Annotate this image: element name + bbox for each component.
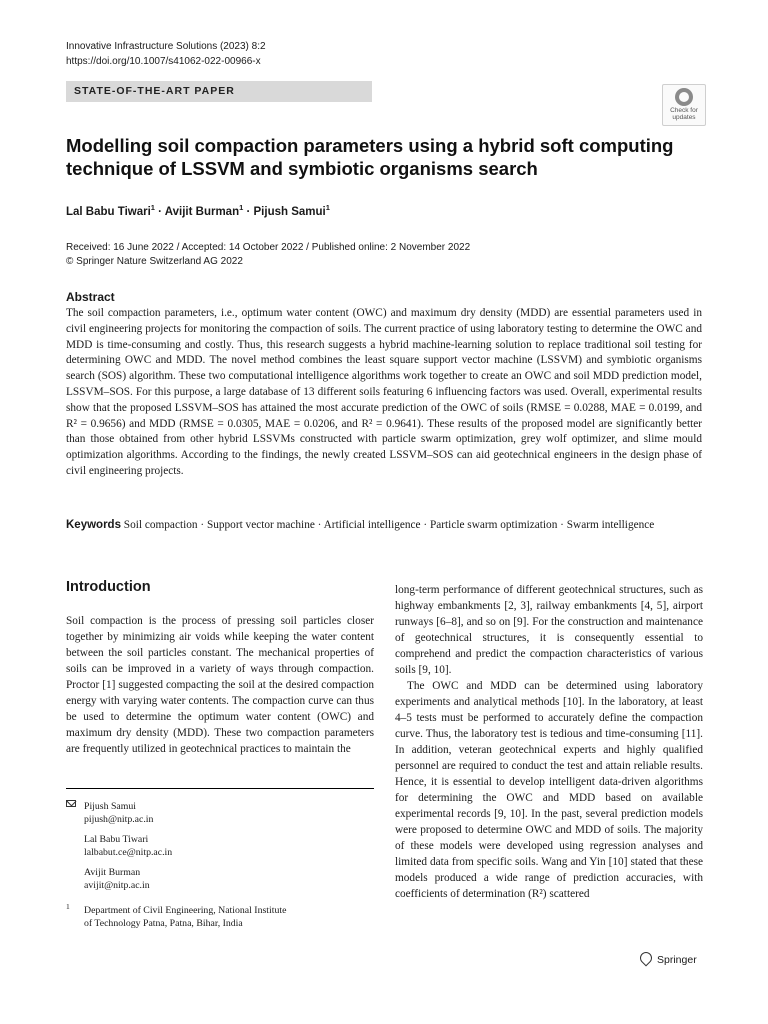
keywords-list: Soil compaction · Support vector machine · Artificial intelligence · Particle swarm optimization · Swarm intelligence: [123, 519, 655, 531]
keywords-block: [66, 517, 702, 533]
author-email[interactable]: avijit@nitp.ac.in: [84, 880, 150, 891]
section-heading-introduction: Introduction: [66, 579, 151, 595]
author-name[interactable]: Avijit Burman: [164, 205, 240, 218]
author-footnote-name: Avijit Burman: [84, 867, 141, 878]
footnote-divider: [66, 788, 374, 789]
envelope-icon: [66, 800, 76, 807]
abstract-text: The soil compaction parameters, i.e., optimum water content (OWC) and maximum dry density (MDD) are essential parameters used in civil engineering projects for monitoring the compaction of soils. The current practice of using laboratory testing to determine the OWC and MDD is time-consuming and costly. Thus, this research suggests a hybrid machine-learning solution to replace traditional soil testing for determining OWC and MDD. The novel method combines the least square support vector machine (LSSVM) and symbiotic organisms search (SOS) algorithm. These two computational intelligence algorithms work together to create an OWC and soil MDD prediction model, LSSVM–SOS. For this purpose, a large database of 13 different soils featuring 6 influencing factors was used. Overall, experimental results show that the proposed LSSVM–SOS has attained the most accurate prediction of the OWC of soils (RMSE = 0.0288, MAE = 0.0199, and R² = 0.9656) and MDD (RMSE = 0.0305, MAE = 0.0206, and R² = 0.9641). These results of the proposed model are significantly better than those obtained from other hybrid LSSVMs constructed with particle swarm optimization, grey wolf optimizer, and slime mould optimization algorithms. According to the findings, the newly created LSSVM–SOS can aid geotechnical engineers in the design phase of civil engineering projects.: [66, 307, 702, 477]
journal-citation: Innovative Infrastructure Solutions (2023) 8:2: [66, 41, 266, 52]
publisher-name: Springer: [657, 954, 697, 966]
paragraph: The OWC and MDD can be determined using laboratory experiments and analytical methods [10]. In the laboratory, at least 4–5 tests must be performed to accurately define the compaction curve. Thus, the laboratory test is tedious and time-consuming [11]. In addition, veteran geotechnical experts and highly qualified personnel are required to conduct the test and attain reliable results. Hence, it is essential to develop intelligent data-driven algorithms for determining the OWC and MDD based on available experimental records [9, 10]. In the past, several prediction models were proposed to determine OWC and MDD of soils. The majority of these models were developed using regression analyses and limited data from specific soils. Wang and Yin [10] stated that these models produced a wide range of prediction accuracies, with coefficients of determination (R²) scattered: [395, 680, 703, 900]
body-column-right: [395, 582, 703, 902]
check-for-updates-badge[interactable]: [662, 84, 706, 126]
publication-dates: Received: 16 June 2022 / Accepted: 14 October 2022 / Published online: 2 November 2022: [66, 242, 471, 253]
publisher-logo: [640, 952, 697, 966]
author-name[interactable]: Pijush Samui: [253, 205, 326, 218]
check-updates-label: Check for updates: [670, 107, 698, 121]
doi-link[interactable]: https://doi.org/10.1007/s41062-022-00966-x: [66, 56, 261, 67]
article-type-label: STATE-OF-THE-ART PAPER: [74, 85, 235, 97]
paragraph: Soil compaction is the process of pressing soil particles closer together by minimizing air voids while keeping the water content between the soil particles constant. The mechanical properties of soils can be improved in a variety of ways through compaction. Proctor [1] suggested compacting the soil at the desired compaction energy with varying water contents. The compaction curve can thus be used to determine the optimum water content (OWC) and maximum dry density (MDD). These two compaction parameters are frequently utilized in geotechnical practices to maintain the: [66, 615, 374, 755]
author-email[interactable]: lalbabut.ce@nitp.ac.in: [84, 847, 173, 858]
author-affiliation: 1: [325, 203, 330, 212]
paper-title: Modelling soil compaction parameters using a hybrid soft computing technique of LSSVM and symbiotic organisms search: [66, 135, 674, 179]
body-column-left: [66, 613, 374, 757]
author-footnote-name: Lal Babu Tiwari: [84, 834, 149, 845]
author-name[interactable]: Lal Babu Tiwari: [66, 205, 151, 218]
affiliation-line: Department of Civil Engineering, National Institute: [84, 905, 287, 916]
keywords-label: Keywords: [66, 519, 121, 531]
author-affiliation: 1: [150, 203, 155, 212]
paragraph: long-term performance of different geotechnical structures, such as highway embankments [2, 3], railway embankments [4, 5], airport runways [6–8], and so on [9]. For the construction and maintenance of geotechnical structures, it is consequently essential to comprehend and predict the compaction characteristics of various soils [9, 10].: [395, 584, 703, 676]
copyright-notice: © Springer Nature Switzerland AG 2022: [66, 256, 243, 267]
author-affiliation: 1: [239, 203, 244, 212]
article-type-banner: [66, 81, 372, 102]
abstract-heading: Abstract: [66, 290, 115, 304]
check-updates-icon: [675, 88, 693, 106]
affiliation-line: of Technology Patna, Patna, Bihar, India: [84, 918, 243, 929]
author-email[interactable]: pijush@nitp.ac.in: [84, 814, 154, 825]
corresponding-author-name: Pijush Samui: [84, 801, 136, 812]
author-list: Lal Babu Tiwari$^1$ · Avijit Burman$^1$ · Pijush Samui$^1$: [66, 203, 330, 218]
springer-horse-icon: [638, 950, 655, 967]
affiliation-number: 1: [66, 902, 70, 911]
